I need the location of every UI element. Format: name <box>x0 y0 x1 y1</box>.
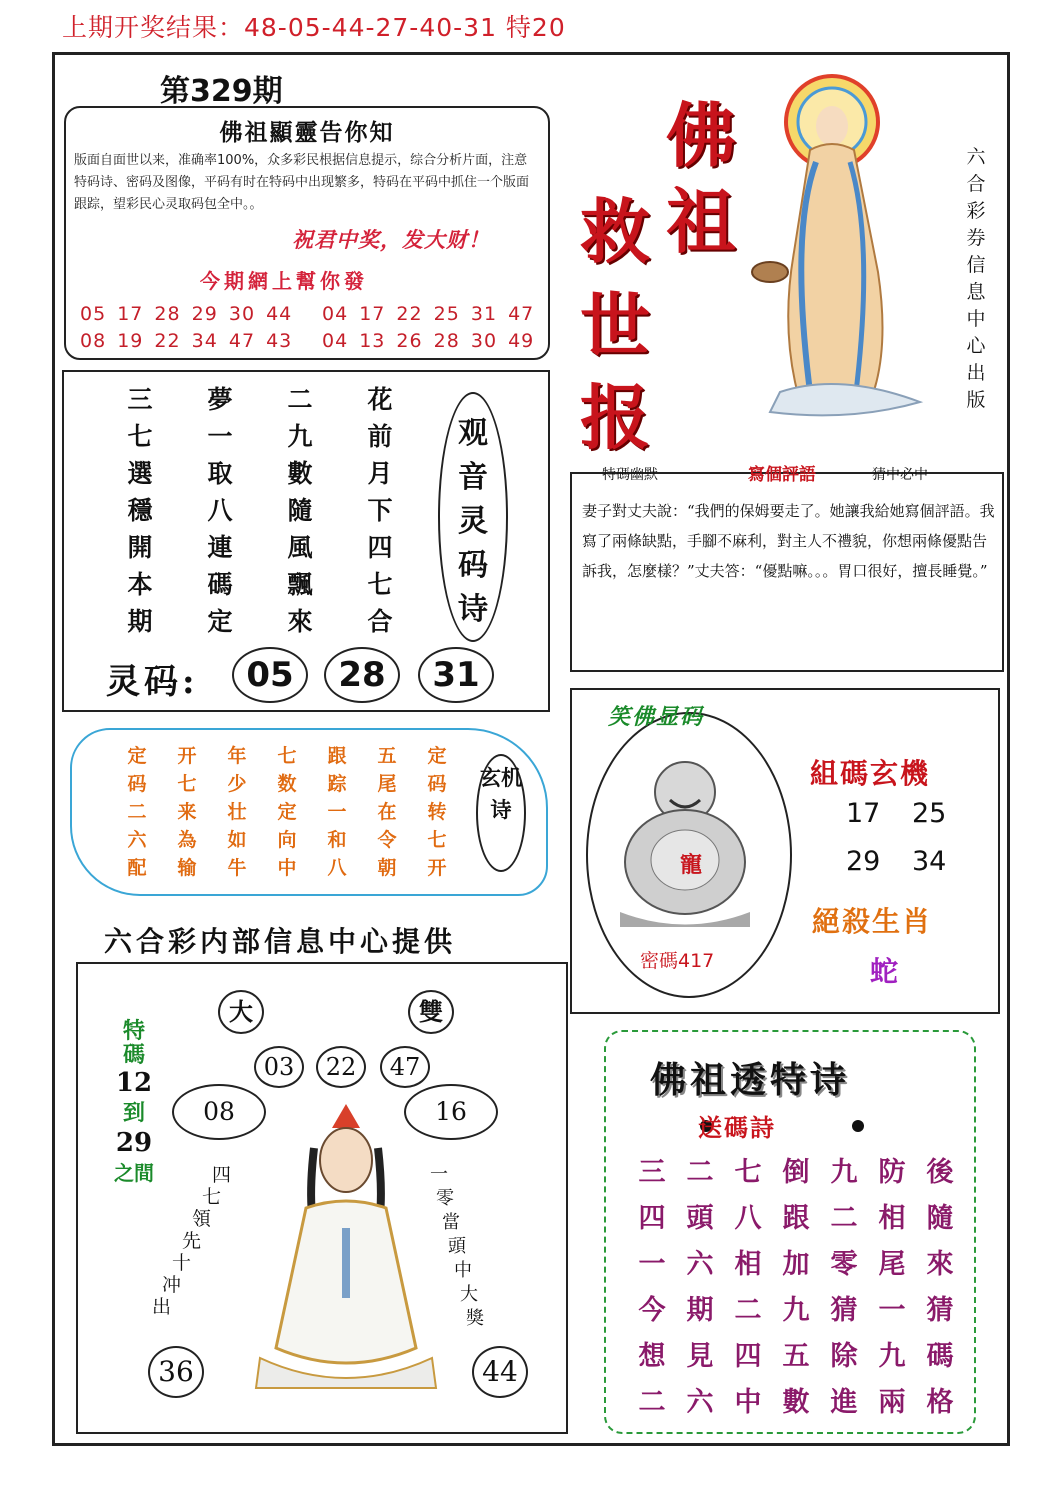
help-title: 今期網上幫你發 <box>200 269 368 293</box>
poem2-char: 七 <box>734 1157 762 1188</box>
zuma-title: 組碼玄機 <box>810 757 931 790</box>
zuma-number: 34 <box>912 846 947 877</box>
phrase-char: 獎 <box>466 1308 484 1329</box>
phrase-char: 當 <box>442 1212 460 1233</box>
poem2-char: 數 <box>782 1387 810 1418</box>
poem2-char: 九 <box>782 1295 810 1326</box>
poem2-char: 猜 <box>926 1295 954 1326</box>
phrase-char: 出 <box>152 1296 172 1318</box>
tema-between: 之間 <box>114 1161 154 1185</box>
poem-char: 本 <box>127 570 153 599</box>
xuanji-char: 五 <box>377 745 397 767</box>
xuanji-char: 和 <box>327 829 347 851</box>
juesha-value: 蛇 <box>870 955 899 988</box>
poem-char: 花 <box>367 385 393 414</box>
poem-char: 飄 <box>287 570 313 599</box>
poem2-char: 五 <box>782 1341 810 1372</box>
poem-char: 下 <box>367 496 393 525</box>
poem-char: 九 <box>287 422 313 451</box>
poem-char: 八 <box>207 496 233 525</box>
poem2-char: 想 <box>638 1341 666 1372</box>
poem2-char: 九 <box>830 1157 858 1188</box>
poem2-char: 相 <box>734 1249 762 1280</box>
poem2-char: 四 <box>638 1203 666 1234</box>
number-circle: 47 <box>380 1046 430 1088</box>
phrase-char: 冲 <box>162 1274 182 1296</box>
poem2-char: 零 <box>830 1249 858 1280</box>
poem2-char: 二 <box>686 1157 714 1188</box>
xuanji-char: 配 <box>127 857 147 879</box>
phrase-char: 一 <box>430 1164 448 1185</box>
xuanji-char: 為 <box>177 829 197 851</box>
phrase-char: 七 <box>202 1186 222 1208</box>
issue-number: 第329期 <box>160 74 283 109</box>
poem-title: 观音灵码诗 <box>458 416 488 627</box>
poem2-char: 隨 <box>926 1203 954 1234</box>
xuanji-char: 七 <box>277 745 297 767</box>
poem-char: 合 <box>367 607 393 636</box>
poem2-char: 倒 <box>782 1157 810 1188</box>
tema-to: 29 <box>115 1128 153 1158</box>
buddha-center-char: 寵 <box>680 853 703 878</box>
xuanji-char: 二 <box>127 801 147 823</box>
left-phrase <box>150 1160 246 1318</box>
number-circle: 03 <box>254 1046 304 1088</box>
poem2-char: 尾 <box>878 1249 906 1280</box>
laughing-buddha-image <box>610 752 760 932</box>
number-circle: 22 <box>316 1046 366 1088</box>
poem2-char: 來 <box>926 1249 954 1280</box>
poem-char: 夢 <box>207 385 233 414</box>
poem2-char: 格 <box>926 1387 954 1418</box>
xuanji-char: 七 <box>427 829 447 851</box>
big-title-char: 世 <box>580 284 650 367</box>
poem-char: 七 <box>127 422 153 451</box>
poem-char: 前 <box>367 422 393 451</box>
poem2-char: 一 <box>878 1295 906 1326</box>
poem2-title: 佛祖透特诗 <box>650 1059 851 1101</box>
intro-text: 版面自面世以来，准确率100%，众多彩民根据信息提示，综合分析片面，注意特码诗、密码及图像，平码有时在特码中出现繁多，特码在平码中抓住一个版面跟踪，望彩民心灵取码包全中。。 <box>74 153 530 212</box>
xuanji-char: 在 <box>377 801 397 823</box>
xuanji-char: 码 <box>127 773 147 795</box>
tema-from: 12 <box>115 1068 153 1098</box>
xuanji-char: 定 <box>127 745 147 767</box>
number-row: 08 19 22 34 47 43 <box>80 330 293 352</box>
poem2-char: 期 <box>686 1295 714 1326</box>
poem2-char: 防 <box>878 1157 906 1188</box>
xuanji-char: 中 <box>277 857 297 879</box>
poem2-char: 加 <box>782 1249 810 1280</box>
tema-to-word: 到 <box>122 1100 145 1126</box>
poem2-char: 三 <box>638 1157 666 1188</box>
xuanji-char: 码 <box>427 773 447 795</box>
number-row: 04 17 22 25 31 47 <box>322 303 535 325</box>
xuanji-char: 跟 <box>327 745 347 767</box>
number-row: 04 13 26 28 30 49 <box>322 330 535 352</box>
publisher-vertical: 六合彩券信息中心出版 <box>966 146 986 411</box>
xuanji-char: 少 <box>227 773 247 795</box>
poem-char: 選 <box>127 459 153 488</box>
big-title-char: 佛 <box>666 94 736 177</box>
poem2-subtitle: 送碼詩 <box>698 1113 776 1142</box>
poem2-char: 兩 <box>878 1387 906 1418</box>
provider-line: 六合彩内部信息中心提供 <box>104 925 457 958</box>
poem2-char: 八 <box>734 1203 762 1234</box>
phrase-char: 大 <box>460 1284 478 1305</box>
xuanji-char: 朝 <box>377 857 397 879</box>
big-circle: 大 <box>218 990 264 1034</box>
xuanji-char: 一 <box>327 801 347 823</box>
phrase-char: 十 <box>172 1252 192 1274</box>
joke-title: 寫個評語 <box>748 465 816 485</box>
xuanji-char: 开 <box>427 857 447 879</box>
poem-char: 一 <box>207 422 233 451</box>
poem-char: 風 <box>287 533 313 562</box>
poem2-char: 六 <box>686 1387 714 1418</box>
poem2-char: 除 <box>830 1341 858 1372</box>
xuanji-char: 令 <box>377 829 397 851</box>
xuanji-char: 如 <box>227 829 247 851</box>
joke-label-right: 猜中必中 <box>872 467 928 483</box>
last-result-banner: 上期开奖结果：48-05-44-27-40-31 特20 <box>62 13 566 42</box>
xuanji-char: 来 <box>177 801 197 823</box>
xuanji-char: 转 <box>427 801 447 823</box>
poem2-char: 猜 <box>830 1295 858 1326</box>
poem-char: 七 <box>367 570 393 599</box>
big-title-char: 救 <box>580 190 650 273</box>
poem2-char: 六 <box>686 1249 714 1280</box>
xuanji-char: 定 <box>277 801 297 823</box>
xuanji-title: 玄机诗 <box>480 766 522 822</box>
poem2-char: 碼 <box>926 1341 954 1372</box>
zuma-number: 17 <box>846 798 881 829</box>
lingma-number: 05 <box>232 647 308 703</box>
poem-char: 數 <box>287 459 313 488</box>
phrase-char: 頭 <box>448 1236 466 1257</box>
lingma-number: 28 <box>324 647 400 703</box>
big-title <box>580 80 750 459</box>
xuanji-char: 八 <box>327 857 347 879</box>
poem2-char: 二 <box>830 1203 858 1234</box>
number-row: 05 17 28 29 30 44 <box>80 303 293 325</box>
xuanji-char: 壮 <box>227 801 247 823</box>
poem-char: 月 <box>367 459 393 488</box>
phrase-char: 領 <box>192 1208 212 1230</box>
xuanji-char: 踪 <box>327 773 347 795</box>
poem2-char: 跟 <box>782 1203 810 1234</box>
poem-char: 碼 <box>207 570 233 599</box>
zuma-number: 25 <box>912 798 947 829</box>
poem2-char: 一 <box>638 1249 666 1280</box>
phrase-char: 零 <box>436 1188 454 1209</box>
password-label: 密碼417 <box>640 950 715 972</box>
poem2-char: 頭 <box>686 1203 714 1234</box>
xuanji-char: 数 <box>277 773 297 795</box>
poem2-char: 相 <box>878 1203 906 1234</box>
poem-char: 三 <box>127 385 153 414</box>
poem2-char: 今 <box>638 1295 666 1326</box>
poem-char: 開 <box>127 533 153 562</box>
poem-char: 穩 <box>127 496 153 525</box>
xuanji-char: 定 <box>427 745 447 767</box>
xuanji-char: 输 <box>177 857 197 879</box>
poem-char: 定 <box>207 607 233 636</box>
guanyin-standing-image <box>750 72 940 422</box>
poem2-char: 二 <box>638 1387 666 1418</box>
poem2-char: 見 <box>686 1341 714 1372</box>
xuanji-grid <box>112 742 462 882</box>
poem-char: 取 <box>207 459 233 488</box>
bullet-dot <box>852 1120 864 1132</box>
zuma-number: 29 <box>846 846 881 877</box>
double-circle: 雙 <box>408 990 454 1034</box>
poem2-char: 後 <box>926 1157 954 1188</box>
poem-char: 二 <box>287 385 313 414</box>
xuanji-char: 开 <box>177 745 197 767</box>
poem2-char: 四 <box>734 1341 762 1372</box>
guanyin-seated-image <box>236 1098 456 1398</box>
buddha-title: 笑佛显码 <box>608 705 705 730</box>
phrase-char: 中 <box>454 1260 472 1281</box>
number-circle: 08 <box>172 1084 266 1140</box>
number-circle: 36 <box>148 1346 204 1398</box>
poem-grid <box>100 382 420 639</box>
poem2-char: 中 <box>734 1387 762 1418</box>
xuanji-char: 六 <box>127 829 147 851</box>
lingma-label: 灵码: <box>106 662 199 702</box>
xuanji-char: 牛 <box>227 857 247 879</box>
poem-char: 期 <box>127 607 153 636</box>
poem2-char: 九 <box>878 1341 906 1372</box>
xuanji-char: 七 <box>177 773 197 795</box>
poem-char: 隨 <box>287 496 313 525</box>
xuanji-char: 尾 <box>377 773 397 795</box>
big-title-char: 祖 <box>666 180 736 263</box>
big-title-char: 报 <box>580 376 650 459</box>
joke-label-left: 特碼幽默 <box>602 467 658 483</box>
juesha-title: 絕殺生肖 <box>812 905 933 938</box>
tema-label: 特碼 <box>122 1019 145 1068</box>
poem2-grid <box>628 1150 964 1426</box>
poem-char: 連 <box>207 533 233 562</box>
number-circle: 44 <box>472 1346 528 1398</box>
xuanji-char: 向 <box>277 829 297 851</box>
phrase-char: 先 <box>182 1230 202 1252</box>
wish-text: 祝君中奖，发大财！ <box>292 228 490 252</box>
poem-char: 四 <box>367 533 393 562</box>
xuanji-char: 年 <box>227 745 247 767</box>
phrase-char: 四 <box>212 1164 232 1186</box>
joke-text: 妻子對丈夫說：“我們的保姆要走了。她讓我給她寫個評語。我寫了兩條缺點，手腳不麻利，對主人不禮貌，你想兩條優點告訴我，怎麼樣？”丈夫答：“優點嘛。。。胃口很好，擅長睡覺。” <box>582 502 995 580</box>
poem2-char: 二 <box>734 1295 762 1326</box>
lingma-number: 31 <box>418 647 494 703</box>
poem-char: 來 <box>287 607 313 636</box>
intro-title: 佛祖顯靈告你知 <box>219 119 395 146</box>
number-circle: 16 <box>404 1084 498 1140</box>
poem2-char: 進 <box>830 1387 858 1418</box>
